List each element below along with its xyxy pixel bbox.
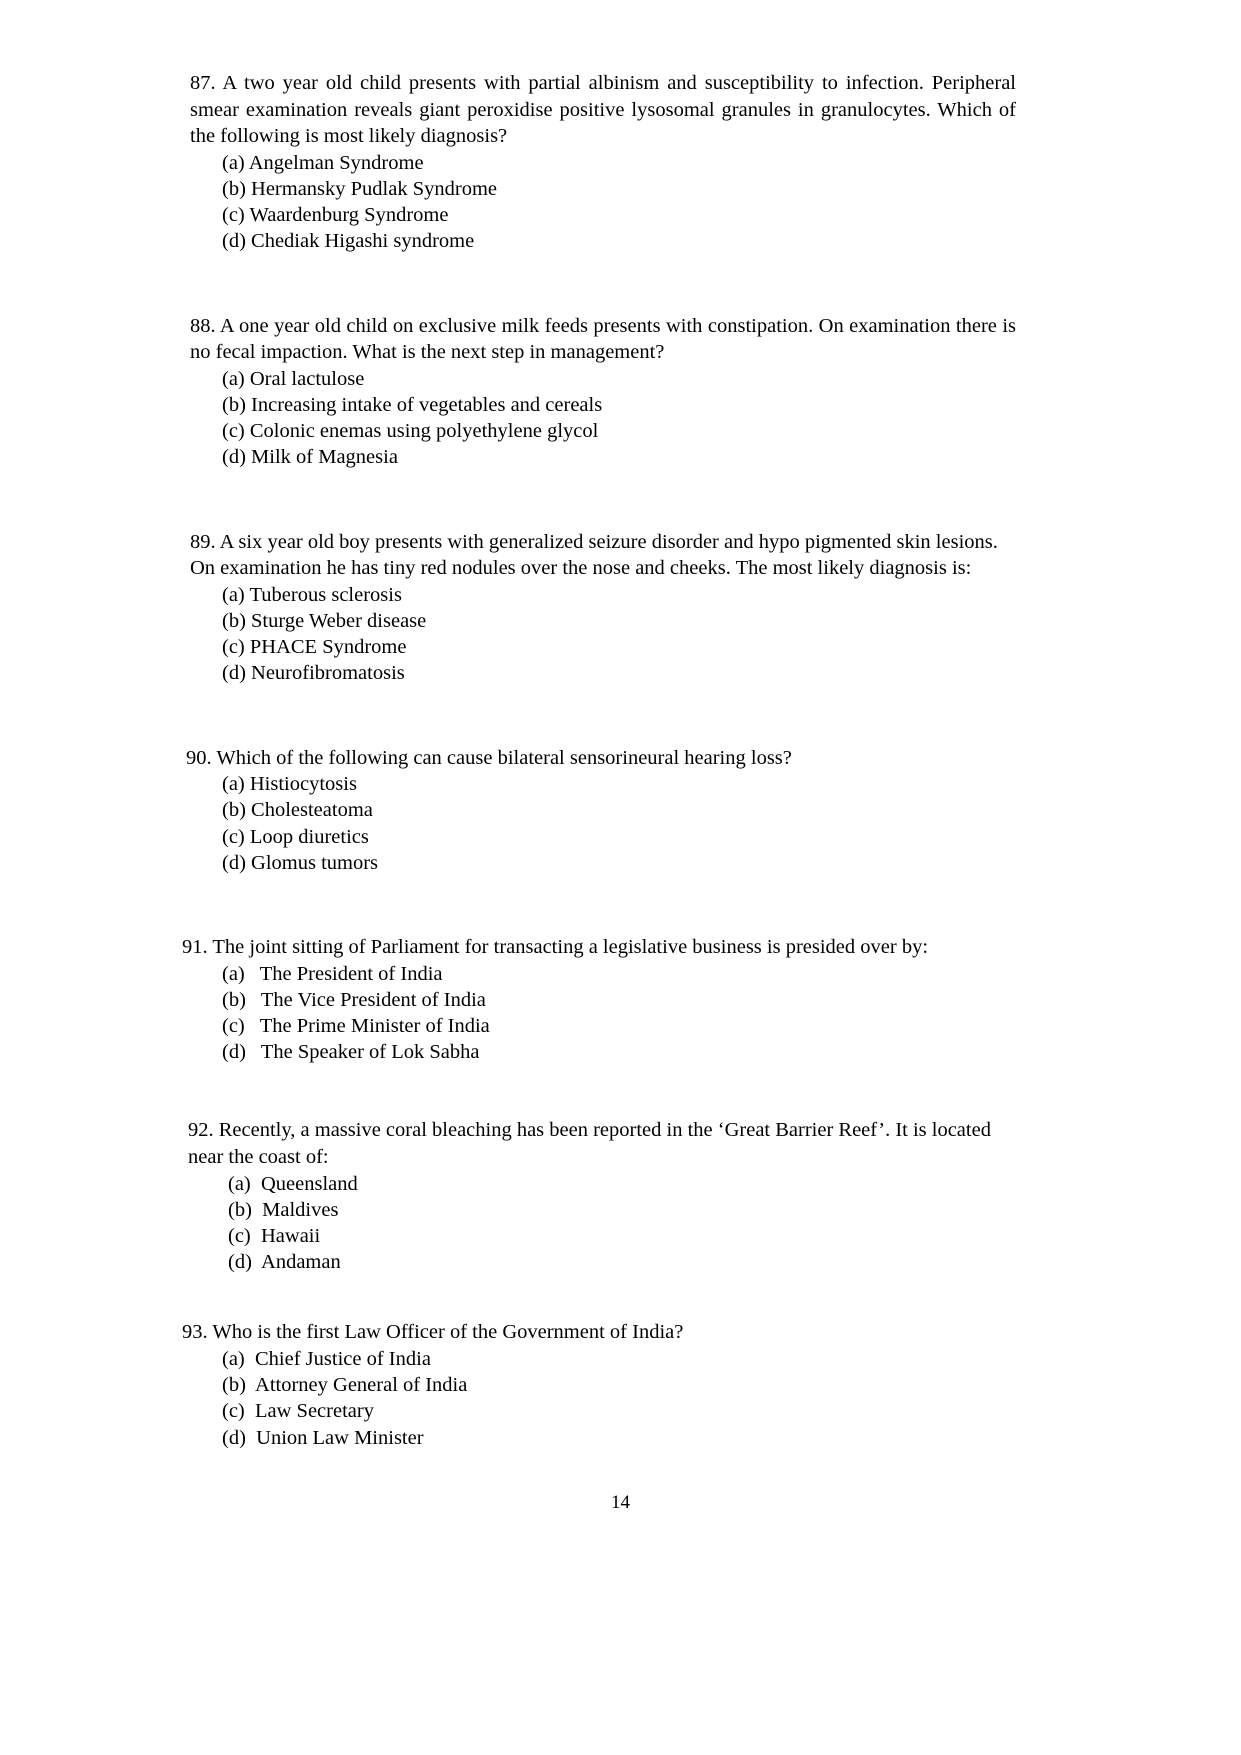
option-item[interactable]: (a) Queensland — [228, 1172, 358, 1195]
page-content — [180, 70, 1016, 1481]
option-list-93 — [180, 1346, 1016, 1451]
option-item[interactable]: (a) Angelman Syndrome — [222, 151, 424, 174]
option-item[interactable]: (d) Union Law Minister — [222, 1426, 424, 1449]
option-item[interactable]: (d) Milk of Magnesia — [222, 446, 398, 469]
question-block-88 — [180, 313, 1016, 471]
option-item[interactable]: (b) Cholesteatoma — [222, 799, 373, 822]
question-stem-89: 89. A six year old boy presents with generalized seizure disorder and hypo pigmented skin lesions. On examination he has tiny red nodules over the nose and cheeks. The most likely diagnosis is: — [190, 530, 998, 580]
option-item[interactable]: (d) Chediak Higashi syndrome — [222, 230, 475, 253]
option-item[interactable]: (d) The Speaker of Lok Sabha — [222, 1041, 480, 1064]
option-item[interactable]: (c) Hawaii — [228, 1225, 321, 1247]
option-item[interactable]: (c) Law Secretary — [222, 1400, 374, 1423]
question-block-92 — [180, 1117, 1016, 1275]
question-stem-90: 90. Which of the following can cause bilateral sensorineural hearing loss? — [186, 746, 792, 769]
page-number: 14 — [611, 1492, 630, 1513]
option-item[interactable]: (a) Tuberous sclerosis — [222, 583, 402, 606]
option-item[interactable]: (b) Attorney General of India — [222, 1374, 468, 1397]
option-item[interactable]: (d) Glomus tumors — [222, 851, 379, 874]
question-block-89 — [180, 529, 1016, 687]
question-block-93 — [180, 1319, 1016, 1450]
option-item[interactable]: (a) Oral lactulose — [222, 367, 365, 390]
option-list-91 — [180, 961, 1016, 1066]
question-stem-93: 93. Who is the first Law Officer of the Government of India? — [182, 1321, 684, 1344]
option-list-92 — [180, 1171, 1016, 1276]
option-item[interactable]: (c) Loop diuretics — [222, 825, 369, 848]
option-list-89 — [180, 582, 1016, 687]
option-item[interactable]: (b) Hermansky Pudlak Syndrome — [222, 177, 497, 200]
option-item[interactable]: (b) Increasing intake of vegetables and cereals — [222, 393, 603, 416]
question-block-87 — [180, 70, 1016, 255]
question-stem-91: 91. The joint sitting of Parliament for transacting a legislative business is presided over by: — [182, 936, 929, 958]
option-item[interactable]: (b) Maldives — [228, 1198, 339, 1221]
option-item[interactable]: (b) The Vice President of India — [222, 988, 486, 1011]
option-item[interactable]: (c) The Prime Minister of India — [222, 1015, 490, 1037]
option-item[interactable]: (a) Histiocytosis — [222, 773, 357, 796]
option-item[interactable]: (c) PHACE Syndrome — [222, 636, 407, 659]
question-block-90 — [180, 745, 1016, 876]
option-item[interactable]: (c) Colonic enemas using polyethylene glycol — [222, 420, 599, 443]
question-stem-88: 88. A one year old child on exclusive milk feeds presents with constipation. On examination there is no fecal impaction. What is the next step in management? — [190, 314, 1016, 364]
question-stem-87: 87. A two year old child presents with partial albinism and susceptibility to infection. Peripheral smear examination reveals giant peroxidise positive lysosomal granules in granulocytes. Which of the following is most likely diagnosis? — [190, 72, 1016, 148]
option-item[interactable]: (a) The President of India — [222, 962, 443, 985]
option-item[interactable]: (c) Waardenburg Syndrome — [222, 204, 449, 227]
question-block-91 — [180, 934, 1016, 1065]
question-stem-92: 92. Recently, a massive coral bleaching has been reported in the ‘Great Barrier Reef’. It is located near the coast of: — [188, 1119, 991, 1168]
option-item[interactable]: (a) Chief Justice of India — [222, 1348, 431, 1370]
option-item[interactable]: (d) Neurofibromatosis — [222, 662, 405, 685]
option-list-87 — [180, 150, 1016, 255]
option-list-88 — [180, 366, 1016, 471]
option-item[interactable]: (d) Andaman — [228, 1251, 341, 1274]
option-item[interactable]: (b) Sturge Weber disease — [222, 609, 427, 632]
option-list-90 — [180, 771, 1016, 876]
